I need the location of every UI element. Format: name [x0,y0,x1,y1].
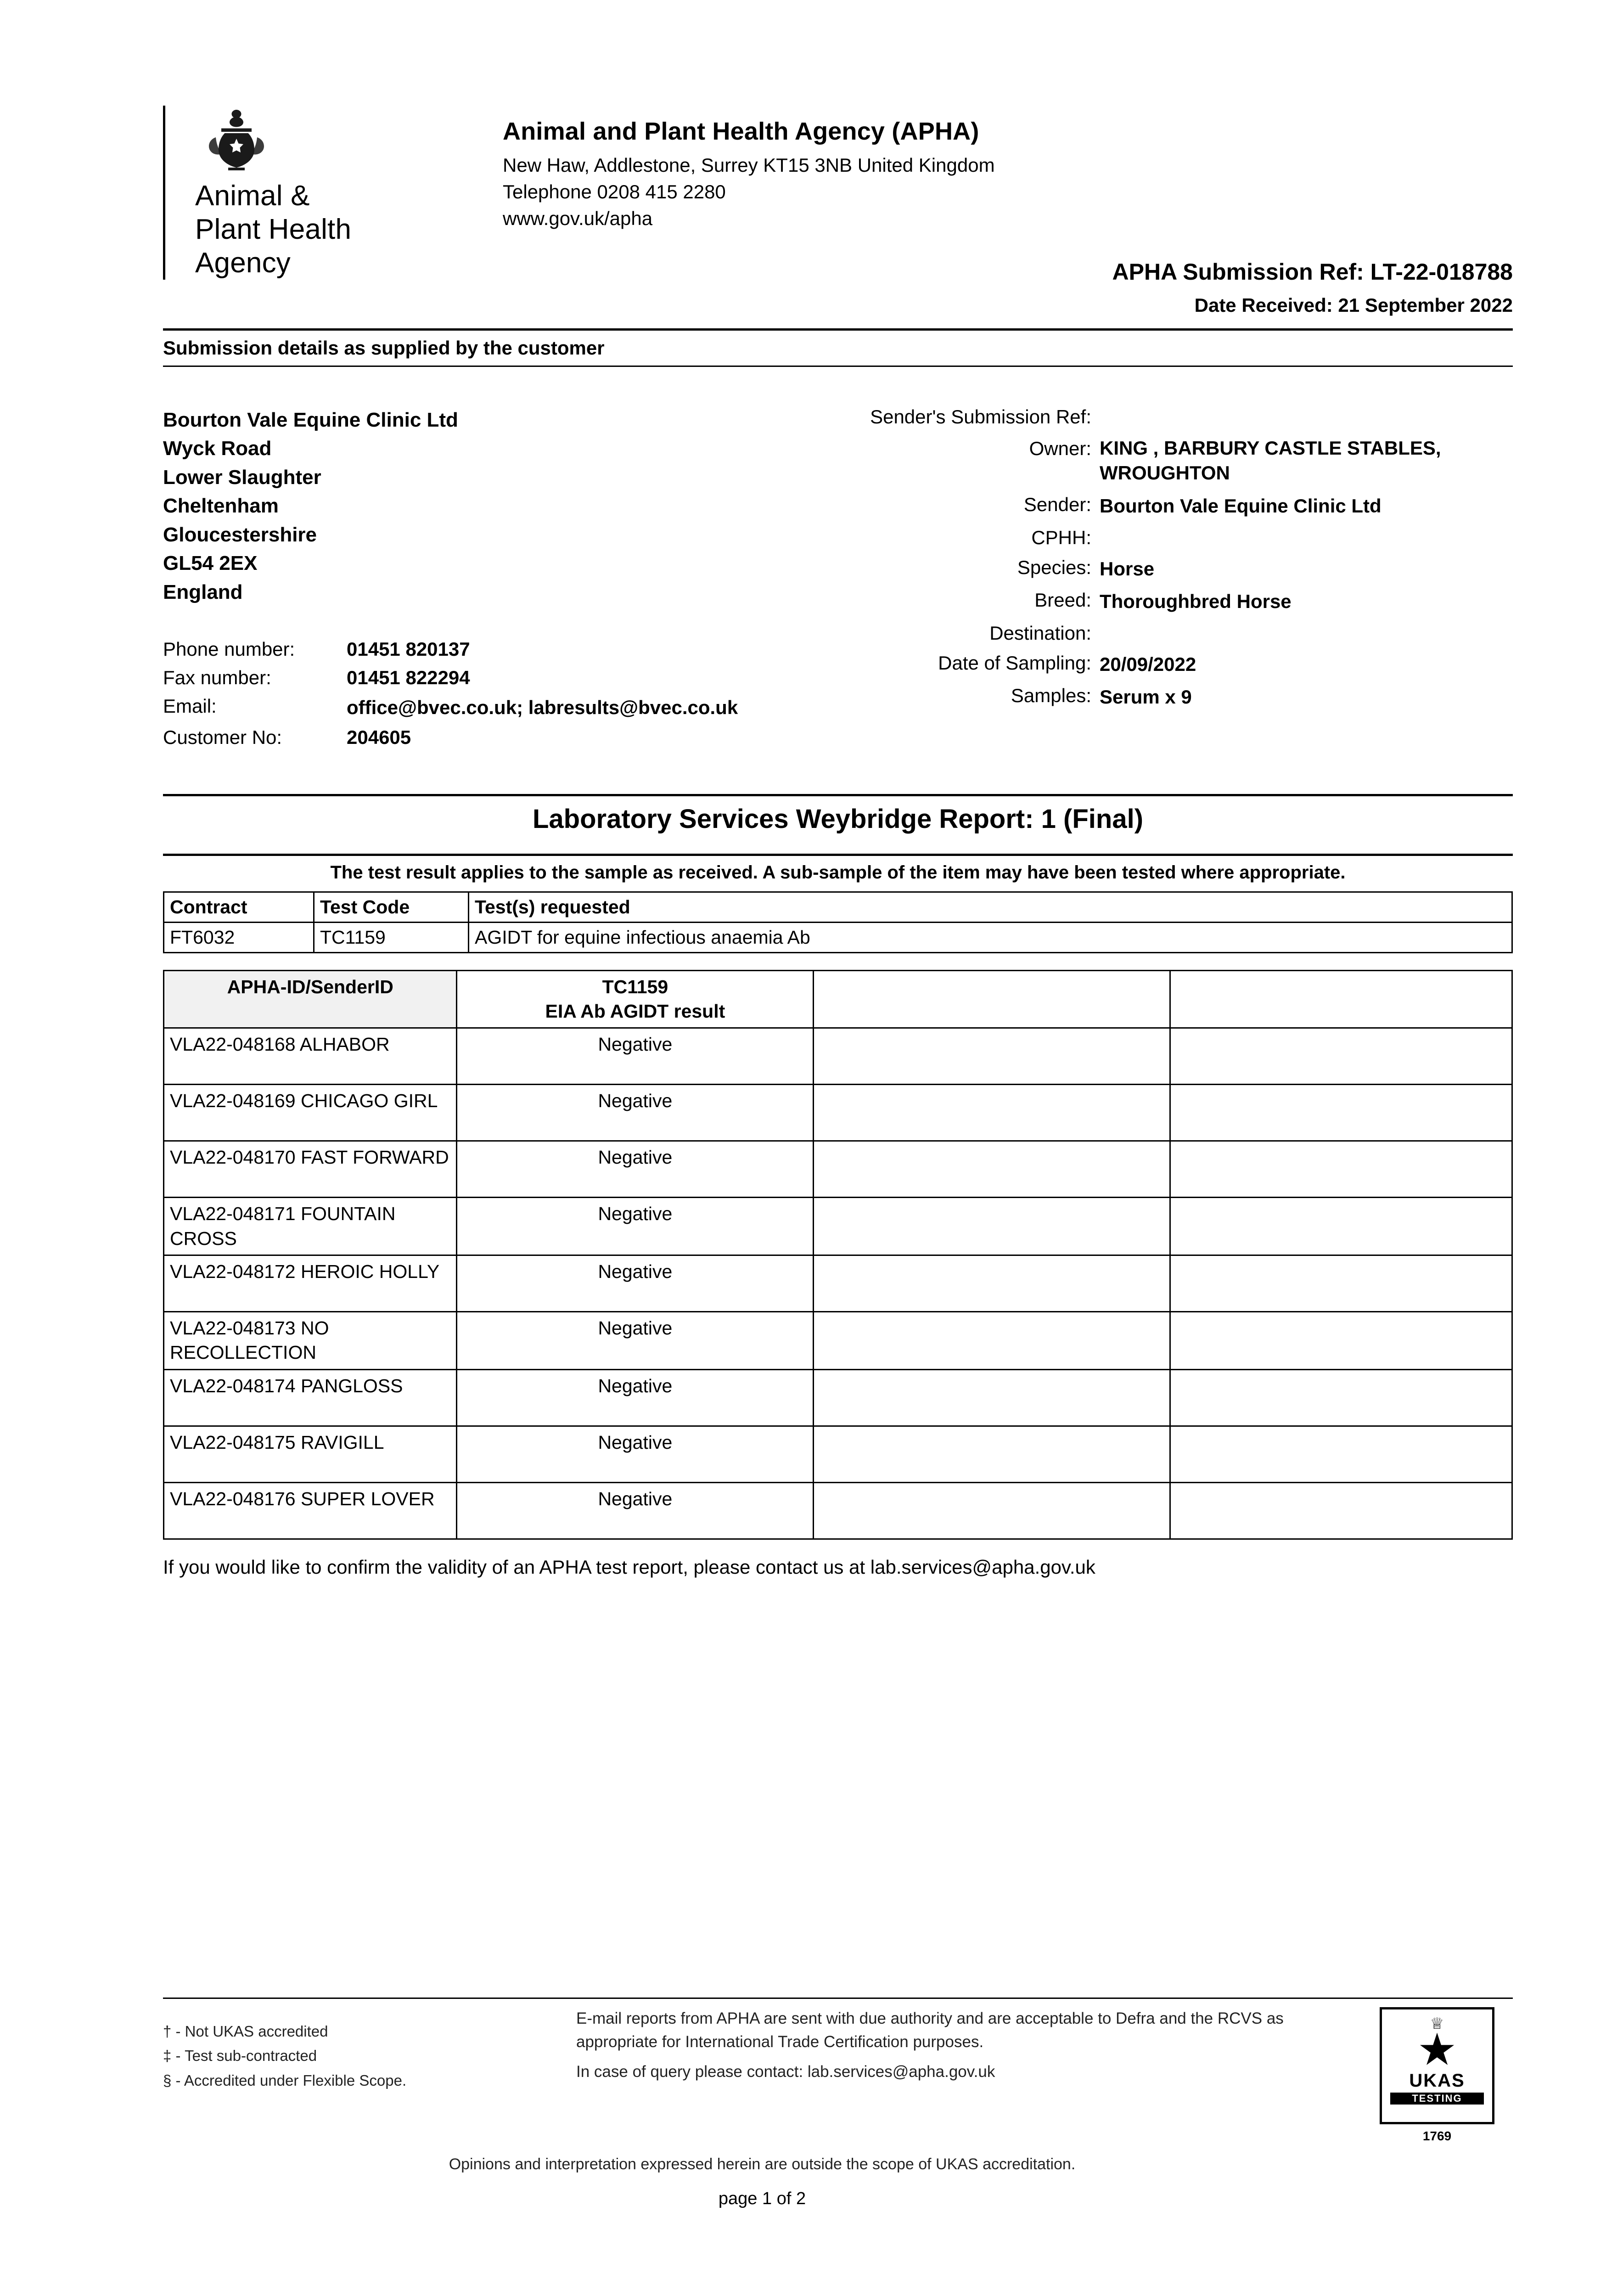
sample-result: Negative [457,1198,814,1255]
header-divider [163,328,1513,331]
logo-line-3: Agency [195,247,291,279]
samples-value: Serum x 9 [1100,686,1192,708]
owner-row [815,436,1513,486]
sample-result: Negative [457,1028,814,1085]
customer-address-line: Wyck Road [163,437,272,460]
sender-value: Bourton Vale Equine Clinic Ltd [1100,495,1382,517]
apha-logo [163,106,480,280]
customer-address-line: Bourton Vale Equine Clinic Ltd [163,408,458,431]
destination-label: Destination: [989,622,1091,644]
ukas-logo [1361,2007,1513,2144]
results-header-row [164,970,1512,1028]
fax-value: 01451 822294 [347,667,470,689]
submission-details [806,406,1513,752]
footer-divider [163,1998,1513,1999]
customer-no-row [163,723,738,752]
submission-ref: APHA Submission Ref: LT-22-018788 [1112,259,1513,285]
table-row [164,1312,1512,1370]
table-row [164,1198,1512,1255]
sample-col4 [1170,1312,1512,1370]
document-footer [163,1998,1513,2209]
samples-label: Samples: [1011,685,1091,707]
agency-website[interactable]: www.gov.uk/apha [503,207,653,229]
ukas-sub: TESTING [1390,2093,1484,2105]
sample-result: Negative [457,1312,814,1370]
contract-table [163,891,1513,953]
submission-details-divider [163,366,1513,367]
customer-address-line: GL54 2EX [163,552,258,575]
agency-title: Animal and Plant Health Agency (APHA) [503,118,979,145]
footer-columns [163,2007,1513,2144]
sample-id: VLA22-048168 ALHABOR [164,1028,457,1085]
table-row [164,1255,1512,1312]
logo-line-2: Plant Health [195,214,352,246]
sample-id: VLA22-048169 CHICAGO GIRL [164,1085,457,1141]
senders-ref-row [815,406,1513,428]
table-row [164,1482,1512,1539]
customer-no-value: 204605 [347,726,411,748]
email-value[interactable]: office@bvec.co.uk; labresults@bvec.co.uk [347,697,738,719]
sample-result: Negative [457,1482,814,1539]
breed-value: Thoroughbred Horse [1100,591,1292,613]
results-header-col4 [1170,970,1512,1028]
customer-details [163,406,806,752]
logo-line-1: Animal & [195,180,310,212]
results-header-col3 [814,970,1170,1028]
customer-address-line: Lower Slaughter [163,466,321,489]
contract-header-contract: Contract [164,892,314,922]
test-code-value: TC1159 [314,922,469,952]
customer-contact-table [163,635,738,752]
sample-col4 [1170,1085,1512,1141]
report-note: The test result applies to the sample as received. A sub-sample of the item may have been tested where appropriate. [330,862,1346,883]
cphh-label: CPHH: [1031,526,1091,548]
sample-col3 [814,1198,1170,1255]
agency-telephone: Telephone 0208 415 2280 [503,180,726,203]
results-header-test-name: EIA Ab AGIDT result [545,1001,725,1022]
sample-col4 [1170,1482,1512,1539]
sample-col3 [814,1369,1170,1426]
fax-row [163,664,738,692]
contract-header-testcode: Test Code [314,892,469,922]
report-title-divider [163,854,1513,856]
sample-col3 [814,1141,1170,1198]
ukas-number: 1769 [1422,2129,1452,2143]
apha-logo-text [170,179,480,280]
customer-address-line: England [163,580,243,603]
footer-query-note: In case of query please contact: lab.services@apha.gov.uk [576,2062,995,2081]
sample-col3 [814,1426,1170,1482]
sample-result: Negative [457,1426,814,1482]
sample-result: Negative [457,1369,814,1426]
customer-address-line: Gloucestershire [163,523,317,546]
email-row [163,692,738,723]
sender-label: Sender: [1023,494,1091,516]
report-section [163,794,1513,1578]
agency-info [480,106,1513,316]
document-header [163,106,1513,316]
royal-crest-icon [202,106,271,174]
breed-row [815,589,1513,614]
results-body [164,1028,1512,1539]
sample-col3 [814,1312,1170,1370]
senders-ref-label: Sender's Submission Ref: [870,405,1091,428]
table-row [164,1085,1512,1141]
sample-col4 [1170,1198,1512,1255]
sender-row [815,494,1513,519]
sample-col4 [1170,1255,1512,1312]
document-body [163,106,1513,1578]
sample-col3 [814,1255,1170,1312]
legend-sub-contracted: ‡ - Test sub-contracted [163,2047,317,2065]
contract-header-row [164,892,1512,922]
table-row [164,1426,1512,1482]
sample-id: VLA22-048174 PANGLOSS [164,1369,457,1426]
sample-col4 [1170,1028,1512,1085]
sample-col3 [814,1482,1170,1539]
ukas-logo-icon [1380,2007,1494,2124]
sample-col4 [1170,1369,1512,1426]
sample-id: VLA22-048170 FAST FORWARD [164,1141,457,1198]
table-row [164,1141,1512,1198]
footer-notes [576,2007,1361,2083]
sample-col3 [814,1085,1170,1141]
sample-id: VLA22-048171 FOUNTAIN CROSS [164,1198,457,1255]
details-section [163,406,1513,752]
phone-value: 01451 820137 [347,638,470,660]
table-row [164,1369,1512,1426]
validity-confirmation-line: If you would like to confirm the validity of an APHA test report, please contact us at lab.services@apha.gov.uk [163,1556,1095,1578]
legend-flexible-scope: § - Accredited under Flexible Scope. [163,2071,407,2089]
sample-col4 [1170,1426,1512,1482]
sample-id: VLA22-048172 HEROIC HOLLY [164,1255,457,1312]
fax-label: Fax number: [163,667,271,689]
sample-id: VLA22-048175 RAVIGILL [164,1426,457,1482]
cphh-row [815,527,1513,549]
date-of-sampling-value: 20/09/2022 [1100,653,1196,675]
footer-email-note: E-mail reports from APHA are sent with due authority and are acceptable to Defra and the RCVS as appropriate for International Trade Certification purposes. [576,2009,1284,2051]
sample-result: Negative [457,1141,814,1198]
ukas-name: UKAS [1409,2071,1465,2091]
destination-row [815,622,1513,644]
crown-icon: ♕ [1430,2015,1444,2032]
species-row [815,557,1513,582]
sample-col3 [814,1028,1170,1085]
email-label: Email: [163,695,217,717]
date-of-sampling-row [815,652,1513,677]
contract-value: FT6032 [164,922,314,952]
sample-result: Negative [457,1085,814,1141]
agency-address: New Haw, Addlestone, Surrey KT15 3NB United Kingdom [503,154,995,176]
results-header-test [457,970,814,1028]
report-title: Laboratory Services Weybridge Report: 1 (Final) [532,804,1144,834]
contract-data-row [164,922,1512,952]
page-number: page 1 of 2 [718,2189,806,2208]
customer-no-label: Customer No: [163,726,282,748]
submission-details-label: Submission details as supplied by the customer [163,337,605,359]
species-label: Species: [1017,556,1091,578]
tests-requested-value: AGIDT for equine infectious anaemia Ab [469,922,1512,952]
samples-row [815,685,1513,710]
phone-label: Phone number: [163,638,295,660]
table-row [164,1028,1512,1085]
date-received: Date Received: 21 September 2022 [1194,294,1513,316]
contract-header-tests: Test(s) requested [469,892,1512,922]
owner-value: KING , BARBURY CASTLE STABLES, WROUGHTON [1100,437,1441,484]
sample-id: VLA22-048173 NO RECOLLECTION [164,1312,457,1370]
sample-result: Negative [457,1255,814,1312]
results-header-id: APHA-ID/SenderID [164,970,457,1028]
owner-label: Owner: [1029,437,1091,459]
phone-row [163,635,738,664]
ukas-monogram-icon: ★ [1419,2028,1455,2072]
species-value: Horse [1100,557,1155,580]
sample-col4 [1170,1141,1512,1198]
customer-address-line: Cheltenham [163,495,279,518]
results-header-test-code: TC1159 [602,976,668,997]
breed-label: Breed: [1034,589,1091,611]
results-table [163,970,1513,1540]
legend-not-ukas: † - Not UKAS accredited [163,2023,328,2040]
date-of-sampling-label: Date of Sampling: [938,652,1091,674]
footer-opinions: Opinions and interpretation expressed herein are outside the scope of UKAS accreditation. [449,2155,1076,2173]
sample-id: VLA22-048176 SUPER LOVER [164,1482,457,1539]
footer-legend [163,2007,576,2093]
